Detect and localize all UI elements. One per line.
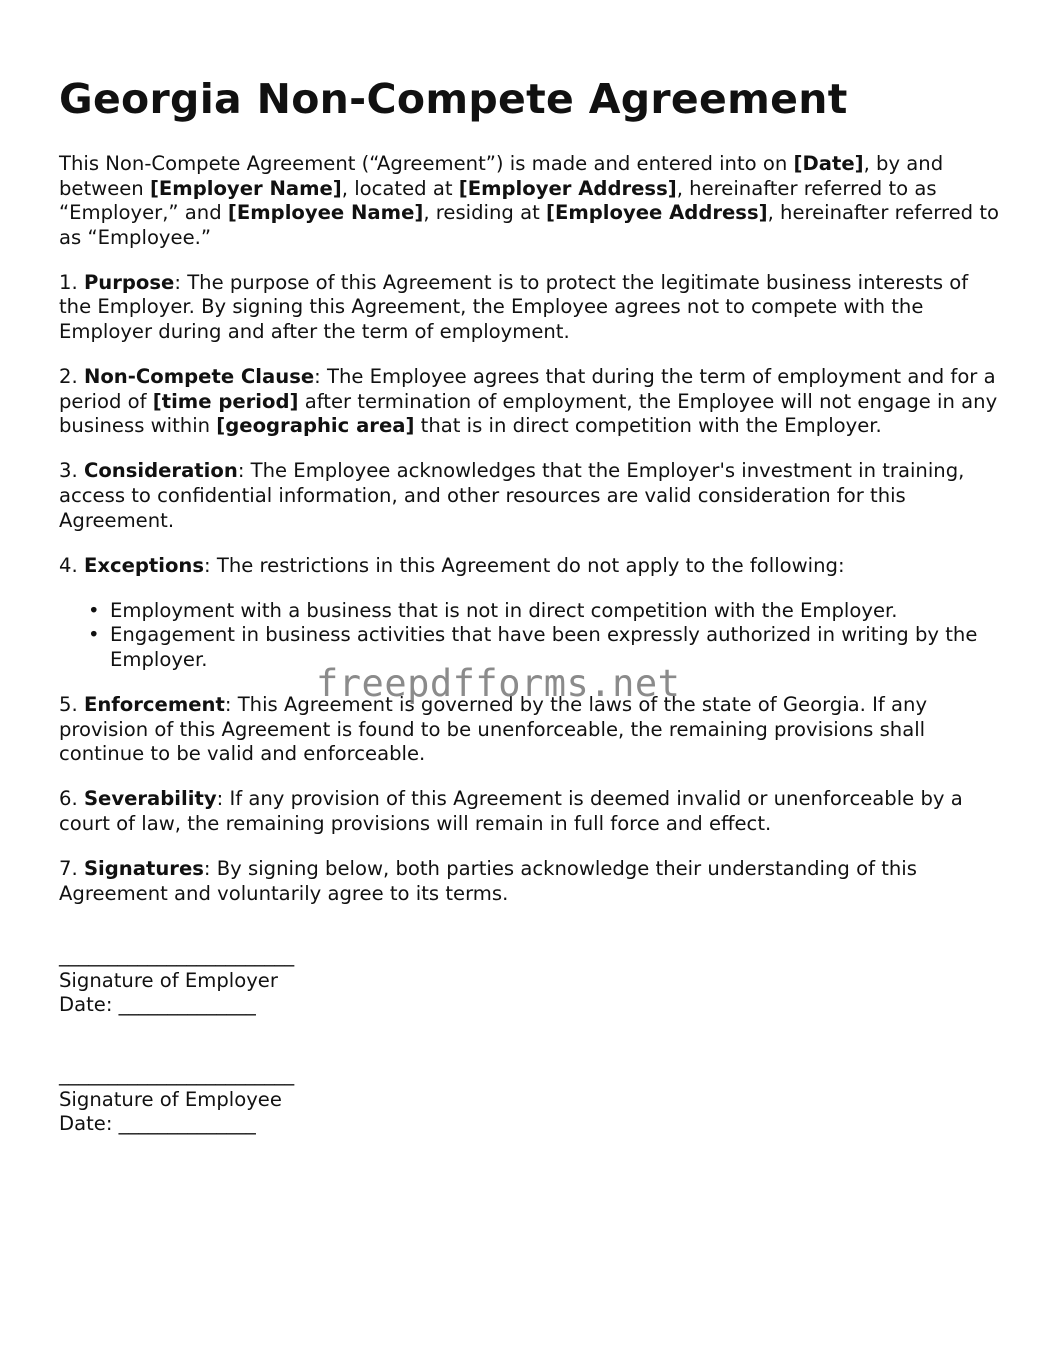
section-number: 3. xyxy=(59,459,84,483)
employee-address-placeholder: [Employee Address] xyxy=(546,201,768,225)
intro-text: , residing at xyxy=(423,201,546,225)
date-line: Date: ______________ xyxy=(59,993,256,1017)
section-signatures xyxy=(59,857,1004,906)
section-number: 6. xyxy=(59,787,84,811)
employee-signature-block xyxy=(59,1063,1004,1137)
employer-signature-block xyxy=(59,944,1004,1018)
section-heading: Purpose xyxy=(83,270,175,294)
watermark: freepdfforms.net xyxy=(316,662,681,705)
section-text: after termination of employment, the Employee will not engage in any business within xyxy=(59,389,998,438)
section-heading: Consideration xyxy=(83,459,238,483)
section-text: : By signing below, both parties acknowledge their understanding of this Agreement and voluntarily agree to its terms. xyxy=(59,857,917,905)
section-number: 4. xyxy=(59,553,84,577)
section-consideration xyxy=(59,459,1004,533)
section-text: : The Employee acknowledges that the Employer's investment in training, access to confidential information, and other resources are valid consideration for this Agreement. xyxy=(59,459,965,532)
bullet-icon: • xyxy=(88,623,100,647)
time-period-placeholder: [time period] xyxy=(152,389,299,413)
section-severability xyxy=(59,787,1004,836)
intro-text: , hereinafter referred to as “Employer,” and xyxy=(59,176,937,225)
list-item xyxy=(88,598,1004,624)
date-placeholder: [Date] xyxy=(793,152,864,175)
list-item-text: Engagement in business activities that have been expressly authorized in writing by the Employer. xyxy=(110,623,978,671)
section-heading: Non-Compete Clause xyxy=(83,365,315,389)
section-text: : The purpose of this Agreement is to protect the legitimate business interests of the Employer. By signing this Agreement, the Employee agrees not to compete with the Employer during and after the term of employment. xyxy=(59,270,969,344)
section-number: 7. xyxy=(59,857,84,881)
section-purpose xyxy=(59,271,1004,345)
intro-text: , by and between xyxy=(59,152,944,200)
section-heading: Exceptions xyxy=(83,553,205,577)
signature-label: Signature of Employee xyxy=(59,1087,282,1111)
employee-name-placeholder: [Employee Name] xyxy=(227,201,424,225)
section-heading: Signatures xyxy=(83,857,204,881)
document-title: Georgia Non-Compete Agreement xyxy=(59,75,848,123)
section-text: that is in direct competition with the Employer. xyxy=(414,414,882,438)
bullet-icon: • xyxy=(88,598,100,622)
section-text: : The restrictions in this Agreement do not apply to the following: xyxy=(204,553,845,577)
section-text: : If any provision of this Agreement is deemed invalid or unenforceable by a court of law, the remaining provisions will remain in full force and effect. xyxy=(59,787,963,835)
section-text: : The Employee agrees that during the term of employment and for a period of xyxy=(59,365,996,413)
intro-text: This Non-Compete Agreement (“Agreement”) is made and entered into on xyxy=(59,152,794,175)
employer-address-placeholder: [Employer Address] xyxy=(458,176,677,200)
section-exceptions xyxy=(59,554,1004,579)
section-number: 5. xyxy=(59,693,84,717)
document-page xyxy=(59,72,1004,1137)
employer-name-placeholder: [Employer Name] xyxy=(149,176,342,200)
section-noncompete xyxy=(59,365,1004,439)
section-heading: Severability xyxy=(83,787,217,811)
intro-paragraph xyxy=(59,152,1004,250)
section-text: : This Agreement is governed by the laws of the state of Georgia. If any provision of this Agreement is found to be unenforceable, the remaining provisions shall continue to be valid and enforceable. xyxy=(59,693,928,766)
date-line: Date: ______________ xyxy=(59,1112,256,1136)
section-number: 2. xyxy=(59,365,84,389)
geographic-area-placeholder: [geographic area] xyxy=(216,414,415,438)
intro-text: , located at xyxy=(341,176,459,200)
list-item-text: Employment with a business that is not in direct competition with the Employer. xyxy=(110,598,898,622)
signature-label: Signature of Employer xyxy=(59,968,278,992)
signature-line: ________________________ xyxy=(59,944,295,968)
section-heading: Enforcement xyxy=(83,693,225,717)
section-number: 1. xyxy=(59,270,84,294)
intro-text: , hereinafter referred to as “Employee.” xyxy=(59,201,999,249)
signature-line: ________________________ xyxy=(59,1063,295,1087)
